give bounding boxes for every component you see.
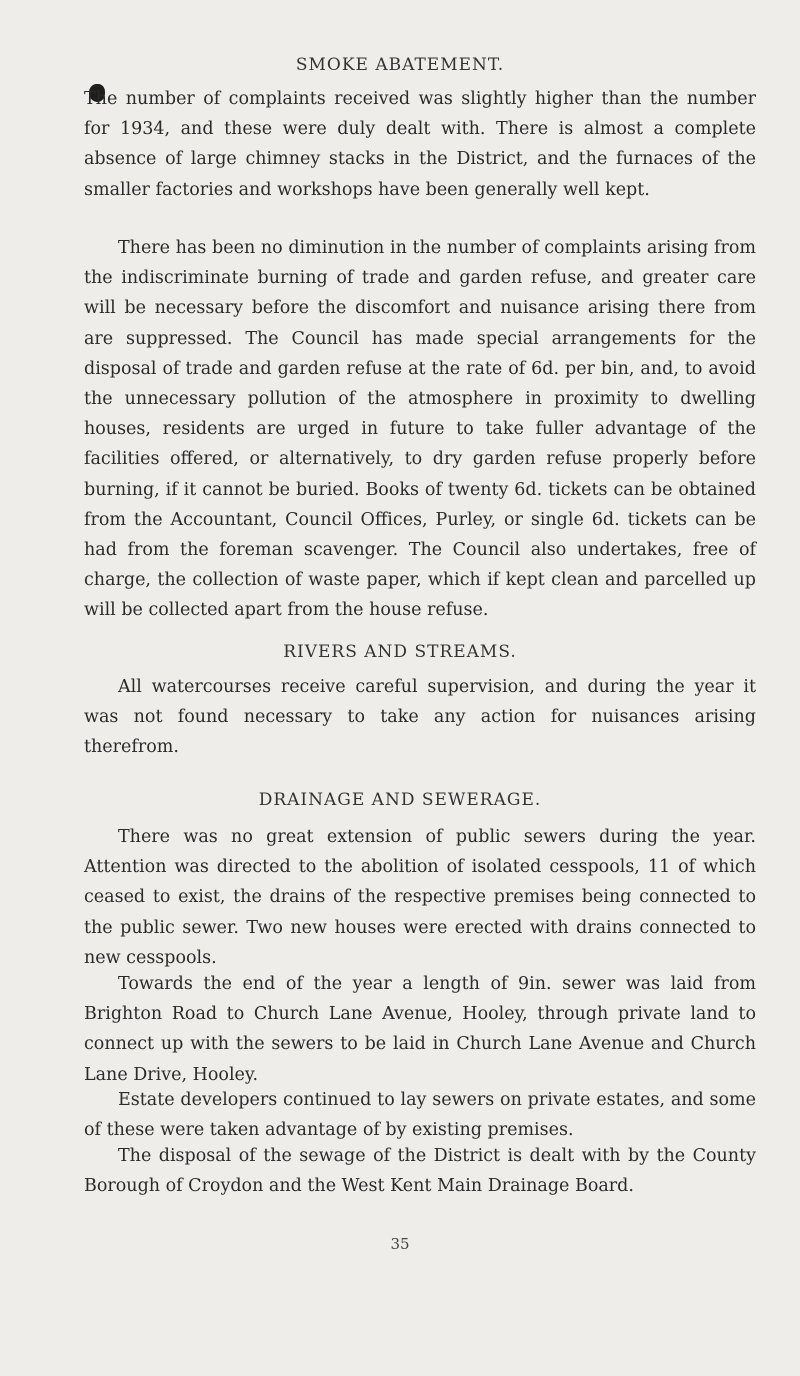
heading-smoke-abatement: SMOKE ABATEMENT. [295,55,505,75]
paragraph-drainage-3: Estate developers continued to lay sewers on private estates, and some of these were taken advantage of by existing premises. [84,1090,756,1141]
heading-rivers-and-streams: RIVERS AND STREAMS. [283,642,517,662]
heading-drainage-and-sewerage: DRAINAGE AND SEWERAGE. [258,790,542,810]
page-number: 35 [390,1235,410,1253]
paragraph-smoke-1: The number of complaints received was slightly higher than the number for 1934, and these were duly dealt with. There is almost a complete absence of large chimney stacks in the District, and the furnaces of the smaller factories and workshops have been generally well kept. [84,89,756,200]
paragraph-smoke-2: There has been no diminution in the number of complaints arising from the indiscriminate burning of trade and garden refuse, and greater care will be necessary before the discomfort and nuisance arising there from are suppressed. The Council has made special arrangements for the disposal of trade and garden refuse at the rate of 6d. per bin, and, to avoid the unnecessary pollution of the atmosphere in proximity to dwelling houses, residents are urged in future to take fuller advantage of the facilities offered, or alternatively, to dry garden refuse properly before burning, if it cannot be buried. Books of twenty 6d. tickets can be obtained from the Accountant, Council Offices, Purley, or single 6d. tickets can be had from the foreman scavenger. The Council also undertakes, free of charge, the collection of waste paper, which if kept clean and parcelled up will be collected apart from the house refuse. [84,238,756,621]
paragraph-rivers-1: All watercourses receive careful supervision, and during the year it was not found necessary to take any action for nuisances arising therefrom. [84,677,756,758]
paragraph-drainage-1: There was no great extension of public sewers during the year. Attention was directed to the abolition of isolated cesspools, 11 of which ceased to exist, the drains of the respective premises being connected to the public sewer. Two new houses were erected with drains connected to new cesspools. [84,827,756,968]
paragraph-drainage-2: Towards the end of the year a length of 9in. sewer was laid from Brighton Road to Church Lane Avenue, Hooley, through private land to connect up with the sewers to be laid in Church Lane Avenue and Church Lane Drive, Hooley. [84,974,756,1085]
paragraph-drainage-4: The disposal of the sewage of the District is dealt with by the County Borough of Croydon and the West Kent Main Drainage Board. [84,1146,756,1197]
